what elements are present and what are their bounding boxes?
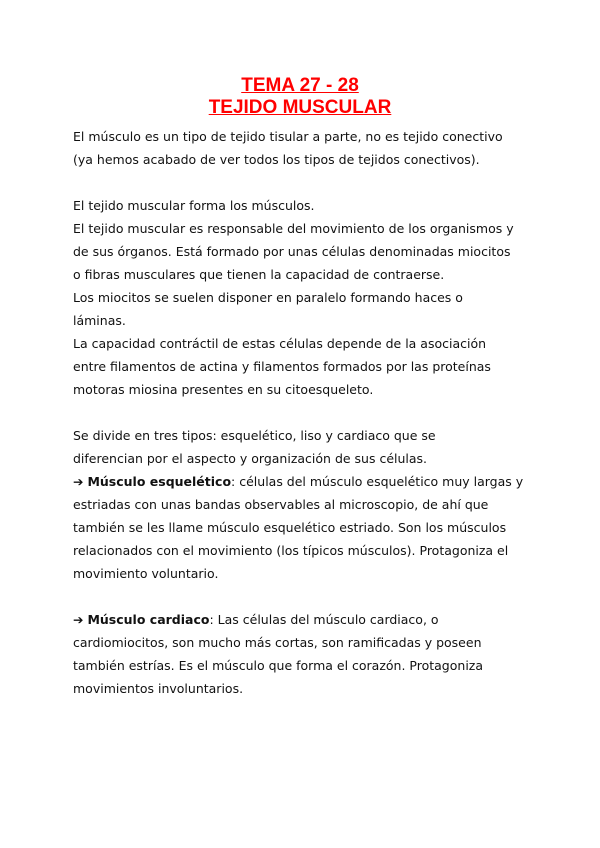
intro-line: El músculo es un tipo de tejido tisular a parte, no es tejido conectivo: [73, 129, 503, 144]
skeletal-muscle-line: movimiento voluntario.: [73, 566, 219, 581]
cardiac-muscle-heading-line: [73, 608, 533, 631]
skeletal-muscle-heading-line: [73, 470, 533, 493]
document-title-topic: TEMA 27 - 28: [241, 75, 359, 96]
paragraph-line: El tejido muscular es responsable del movimiento de los organismos y: [73, 221, 514, 236]
paragraph-line: El tejido muscular forma los músculos.: [73, 198, 315, 213]
skeletal-muscle-line: también se les llame músculo esquelético estriado. Son los músculos: [73, 520, 507, 535]
cardiac-muscle-line: cardiomiocitos, son mucho más cortas, son ramificadas y poseen: [73, 635, 482, 650]
paragraph-line: láminas.: [73, 313, 126, 328]
paragraph-line: Se divide en tres tipos: esquelético, liso y cardiaco que se: [73, 428, 436, 443]
cardiac-muscle-line: también estrías. Es el músculo que forma el corazón. Protagoniza: [73, 658, 484, 673]
cardiac-muscle-term: Músculo cardiaco: [87, 612, 210, 627]
paragraph-line: diferencian por el aspecto y organización de sus células.: [73, 451, 428, 466]
skeletal-muscle-line: estriadas con unas bandas observables al microscopio, de ahí que: [73, 497, 489, 512]
paragraph-line: Los miocitos se suelen disponer en paralelo formando haces o: [73, 290, 463, 305]
cardiac-muscle-text: : Las células del músculo cardiaco, o: [209, 612, 439, 627]
paragraph-gap: [73, 171, 533, 194]
paragraph-line: o fibras musculares que tienen la capacidad de contraerse.: [73, 267, 445, 282]
paragraph-line: motoras miosina presentes en su citoesqueleto.: [73, 382, 374, 397]
paragraph-line: entre filamentos de actina y filamentos formados por las proteínas: [73, 359, 491, 374]
cardiac-muscle-line: movimientos involuntarios.: [73, 681, 244, 696]
paragraph-gap: [73, 401, 533, 424]
arrow-icon: ➔: [73, 612, 84, 627]
skeletal-muscle-line: relacionados con el movimiento (los típicos músculos). Protagoniza el: [73, 543, 509, 558]
intro-line: (ya hemos acabado de ver todos los tipos de tejidos conectivos).: [73, 152, 480, 167]
paragraph-line: La capacidad contráctil de estas células depende de la asociación: [73, 336, 487, 351]
paragraph-line: de sus órganos. Está formado por unas células denominadas miocitos: [73, 244, 511, 259]
arrow-icon: ➔: [73, 474, 84, 489]
document-title-subject: TEJIDO MUSCULAR: [208, 97, 392, 118]
skeletal-muscle-term: Músculo esquelético: [87, 474, 232, 489]
skeletal-muscle-text: : células del músculo esquelético muy largas y: [231, 474, 524, 489]
paragraph-gap: [73, 585, 533, 608]
document-body: [73, 125, 533, 700]
